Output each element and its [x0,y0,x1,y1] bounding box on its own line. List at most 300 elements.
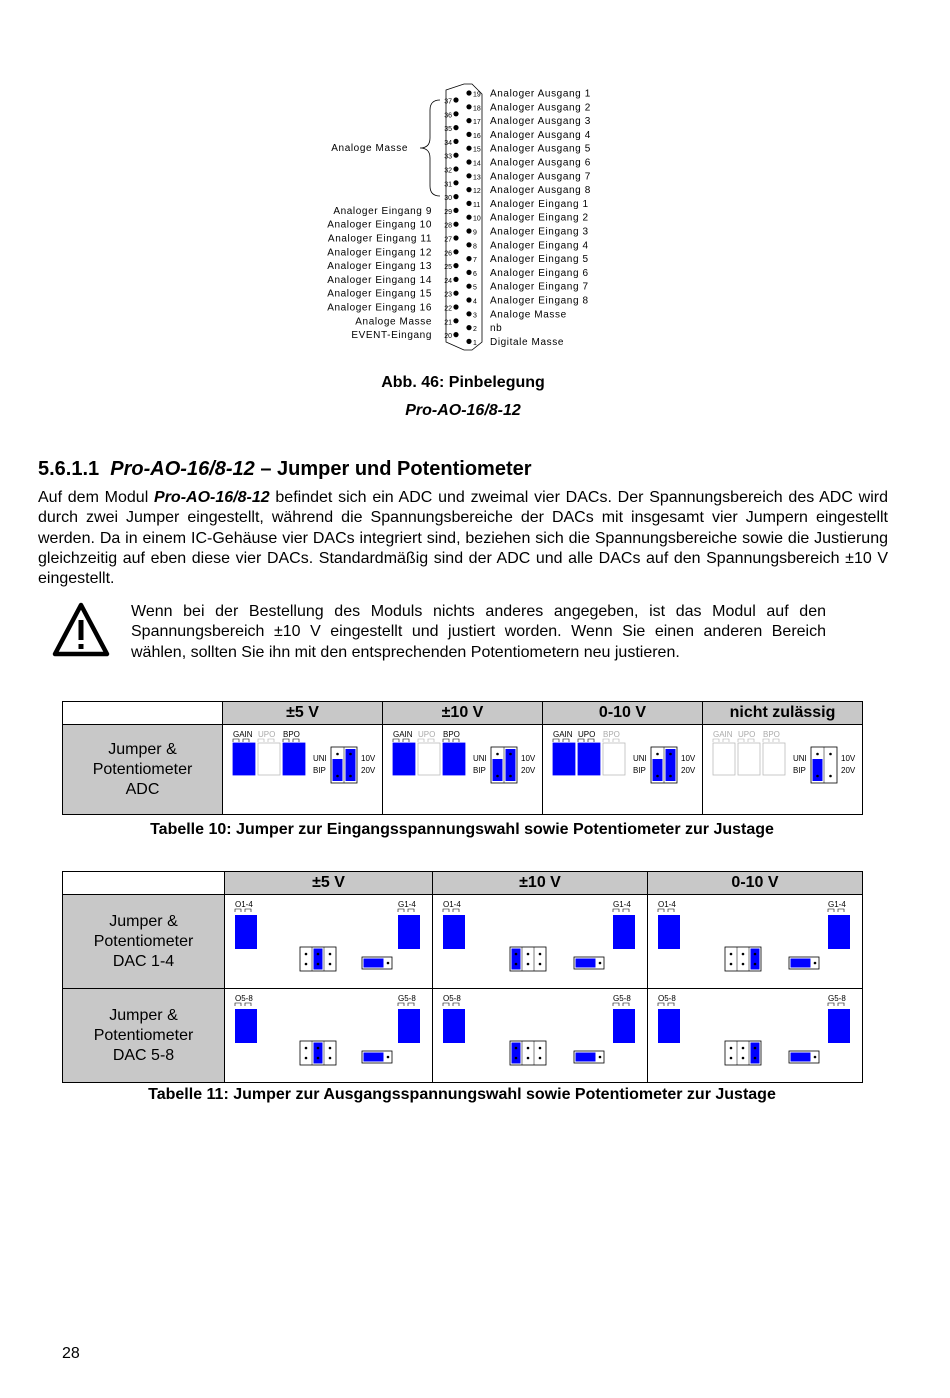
pin-number: 6 [473,270,477,278]
jumper-label: UNI [473,754,487,763]
row-label-line: Potentiometer [93,1026,194,1044]
pot-marker [443,739,459,742]
pin-label: Analoger Eingang 2 [490,212,589,224]
pin-dot [453,111,458,116]
pin-number: 22 [444,305,452,313]
table11-caption: Tabelle 11: Jumper zur Ausgangsspannungswahl sowie Potentiometer zur Justage [148,1086,776,1103]
jumper-cap [813,759,823,781]
potentiometer-active [393,743,415,775]
pin-number: 23 [444,291,452,299]
pot-marker [553,739,569,742]
pin-dot [742,963,745,966]
pot-label: UPO [738,730,756,739]
dac-cell [433,989,648,1083]
row-label-line: Jumper & [108,740,177,758]
pin-dot [453,97,458,102]
potentiometer-gain [398,1009,420,1043]
pin-dot [816,775,819,778]
pin-label: Analoger Ausgang 4 [490,129,591,141]
pin-number: 2 [473,326,477,334]
pot-label: BPO [443,730,460,739]
pot-label: G5-8 [828,994,846,1003]
pin-dot [466,146,471,151]
pin-dot [669,753,672,756]
pin-dot [453,180,458,185]
pot-marker [443,909,459,912]
pin-dot [754,1057,757,1060]
row-label-line: DAC 5-8 [112,1046,175,1064]
pin-dot [527,1057,530,1060]
potentiometer-gain [613,915,635,949]
dac-cell [648,989,863,1083]
pin-dot [336,753,339,756]
pin-number: 15 [473,146,481,154]
pin-number: 25 [444,264,452,272]
pin-dot [515,1047,518,1050]
jumper-label: UNI [633,754,647,763]
pin-label: Analoger Ausgang 2 [490,102,591,114]
pin-dot [305,1047,308,1050]
pot-label: G1-4 [828,900,846,909]
adc-cell [543,725,703,815]
row-label-dac-5-8 [63,989,225,1083]
pin-dot [466,159,471,164]
pin-dot [742,1057,745,1060]
pin-dot [496,775,499,778]
pin-label: Analoger Ausgang 8 [490,185,591,197]
pin-dot [453,249,458,254]
pin-dot [466,228,471,233]
pin-label: Analoger Ausgang 7 [490,171,591,183]
table10-header: nicht zulässig [703,702,863,725]
pin-dot [466,242,471,247]
pin-dot [387,962,390,965]
jumper-label: 20V [841,766,856,775]
potentiometer-offset [658,915,680,949]
pot-label: G5-8 [613,994,631,1003]
pin-dot [466,201,471,206]
pot-label: O5-8 [235,994,253,1003]
pin-number: 35 [444,126,452,134]
pot-marker [763,739,779,742]
pot-marker [658,909,674,912]
pin-number: 13 [473,174,481,182]
pot-label: O5-8 [658,994,676,1003]
jumper-cap [751,1043,760,1064]
pin-number: 24 [444,277,452,285]
pot-marker [828,1003,844,1006]
jumper-cap [314,1043,323,1064]
jumper-label: 20V [361,766,376,775]
pin-label: Analoger Ausgang 6 [490,157,591,169]
row-label-adc [63,725,223,815]
pin-dot [453,263,458,268]
jumper-label: 10V [361,754,376,763]
pot-label: GAIN [233,730,253,739]
jumper-label: UNI [313,754,327,763]
pot-marker [713,739,729,742]
pin-dot [539,1057,542,1060]
pin-label: Analoger Eingang 8 [490,295,589,307]
pot-marker [603,739,619,742]
jumper-label: BIP [473,766,486,775]
pin-number: 9 [473,229,477,237]
jumper-cap [791,1053,811,1062]
pin-dot [466,173,471,178]
pot-marker [613,1003,629,1006]
potentiometer-inactive [738,743,760,775]
row-label-dac-1-4 [63,895,225,989]
pin-dot [329,1057,332,1060]
pin-dot [466,118,471,123]
pot-marker [235,909,251,912]
pin-number: 36 [444,112,452,120]
table11-header: ±10 V [433,872,648,895]
jumper-label: UNI [793,754,807,763]
pot-label: GAIN [553,730,573,739]
potentiometer-offset [235,915,257,949]
pin-number: 10 [473,215,481,223]
pin-dot [814,962,817,965]
pot-marker [738,739,754,742]
pot-marker [393,739,409,742]
pot-label: G1-4 [613,900,631,909]
pot-marker [828,909,844,912]
potentiometer-inactive [258,743,280,775]
jumper-label: BIP [633,766,646,775]
pin-label: Analoger Eingang 11 [327,233,432,245]
jumper-label: 10V [681,754,696,763]
pin-dot [466,284,471,289]
section-title-model: Pro-AO-16/8-12 [110,458,255,480]
table-corner [63,872,225,895]
pot-label: BPO [283,730,300,739]
pin-number: 27 [444,236,452,244]
pin-label: nb [490,323,503,335]
jumper-label: 10V [521,754,536,763]
pin-dot [754,963,757,966]
pot-marker [283,739,299,742]
section-heading [38,458,532,481]
pin-number: 8 [473,243,477,251]
jumper-label: BIP [793,766,806,775]
pin-dot [387,1056,390,1059]
potentiometer-active [283,743,305,775]
pin-label: Analoger Eingang 4 [490,240,589,252]
pin-label: EVENT-Eingang [351,330,432,342]
pin-label: Analoger Eingang 7 [490,281,589,293]
pin-dot [453,208,458,213]
pinout-diagram [0,80,950,355]
table10-header: ±5 V [223,702,383,725]
pin-number: 21 [444,319,452,327]
jumper-cap [791,959,811,968]
potentiometer-inactive [763,743,785,775]
pin-dot [527,963,530,966]
pin-dot [453,277,458,282]
pin-label: Analoge Masse [355,316,432,328]
pin-dot [329,963,332,966]
dac-cell [225,989,433,1083]
pin-dot [730,963,733,966]
pin-number: 11 [473,201,481,209]
table-dac-jumpers [62,871,863,1083]
pin-dot [656,753,659,756]
pin-dot [730,953,733,956]
jumper-cap [364,959,384,968]
potentiometer-active [233,743,255,775]
pin-number: 20 [444,333,452,341]
jumper-cap [493,759,503,781]
adc-cell [383,725,543,815]
pin-label: Analoger Eingang 5 [490,254,589,266]
dac-cell [225,895,433,989]
pin-number: 32 [444,167,452,175]
pot-marker [613,909,629,912]
warning-text: Wenn bei der Bestellung des Moduls nichts anderes angegeben, ist das Modul auf den Spannungsbereich ±10 V eingestellt und justiert worden. Wenn Sie einen anderen Bereich wählen, sollten Sie ihn mit den entsprechenden Potentiometern neu justieren. [131,603,826,661]
row-label-line: Jumper & [109,1006,178,1024]
potentiometer-gain [398,915,420,949]
row-label-line: Potentiometer [93,932,194,950]
pin-dot [515,963,518,966]
pin-number: 3 [473,312,477,320]
pin-dot [453,304,458,309]
pin-label: Analoger Eingang 3 [490,226,589,238]
pot-marker [418,739,434,742]
pin-dot [527,953,530,956]
pin-label: Analoger Eingang 15 [327,288,432,300]
pot-label: BPO [603,730,620,739]
pin-dot [453,125,458,130]
jumper-cap [653,759,663,781]
table-adc-jumpers [62,701,863,815]
pin-dot [349,753,352,756]
warning-triangle-icon [52,602,110,658]
pin-number: 34 [444,139,452,147]
pin-number: 37 [444,98,452,106]
row-label-line: DAC 1-4 [112,952,175,970]
pot-marker [398,1003,414,1006]
pin-dot [599,962,602,965]
pin-dot [466,311,471,316]
pin-dot [336,775,339,778]
pot-label: O1-4 [235,900,253,909]
pin-dot [656,775,659,778]
pin-dot [453,222,458,227]
table10-header: ±10 V [383,702,543,725]
figure-caption-line2: Pro-AO-16/8-12 [405,402,521,419]
page-number: 28 [62,1345,80,1362]
pin-number: 33 [444,153,452,161]
pin-dot [466,104,471,109]
pin-label: Analoger Eingang 6 [490,267,589,279]
pin-dot [317,1057,320,1060]
pin-dot [453,139,458,144]
row-label-line: Potentiometer [92,760,193,778]
figure-caption-line1: Abb. 46: Pinbelegung [381,374,545,391]
pot-label: O1-4 [443,900,461,909]
pin-number: 17 [473,119,481,127]
pin-number: 30 [444,195,452,203]
pot-marker [235,1003,251,1006]
potentiometer-gain [613,1009,635,1043]
pin-number: 14 [473,160,481,168]
pot-marker [443,1003,459,1006]
pin-number: 28 [444,222,452,230]
pin-dot [317,953,320,956]
adc-cell [223,725,383,815]
pin-number: 1 [473,339,477,347]
pin-dot [539,963,542,966]
pin-dot [466,339,471,344]
pin-dot [814,1056,817,1059]
pin-number: 16 [473,132,481,140]
intro-text-2: befindet sich ein ADC und zweimal vier DACs. Der Spannungsbereich des ADC wird durch zwei Jumper eingestellt, während die Spannungsbereiche der DACs mit insgesamt vier Jumpern eingestellt werden. Da in einem IC-Gehäuse vier DACs integriert sind, beziehen sich die Spannungsbereiche sowie die Justierung gleichzeitig auf eben diese vier DACs. Standardmäßig sind der ADC und alle DACs auf den Spannungsbereich ±10 V eingestellt. [38,489,888,588]
section-number: 5.6.1.1 [38,458,100,480]
pin-dot [515,953,518,956]
pin-dot [466,187,471,192]
pot-label: BPO [763,730,780,739]
table10-header: 0-10 V [543,702,703,725]
pin-label: Analoger Eingang 10 [327,219,432,231]
potentiometer-offset [443,1009,465,1043]
potentiometer-inactive [418,743,440,775]
pin-dot [754,953,757,956]
row-label-line: Jumper & [109,912,178,930]
pin-dot [349,775,352,778]
potentiometer-offset [658,1009,680,1043]
potentiometer-gain [828,1009,850,1043]
pin-dot [329,1047,332,1050]
pin-dot [453,153,458,158]
table-corner [63,702,223,725]
pin-dot [466,256,471,261]
intro-model-name: Pro-AO-16/8-12 [154,489,270,506]
pin-dot [816,753,819,756]
pin-dot [466,270,471,275]
pot-marker [658,1003,674,1006]
pin-number: 7 [473,257,477,265]
pin-dot [829,753,832,756]
table11-header: 0-10 V [648,872,863,895]
pin-dot [317,1047,320,1050]
potentiometer-active [578,743,600,775]
potentiometer-inactive [603,743,625,775]
section-title-rest: – Jumper und Potentiometer [254,458,532,480]
jumper-cap [364,1053,384,1062]
jumper-label: 10V [841,754,856,763]
potentiometer-active [553,743,575,775]
pot-label: O5-8 [443,994,461,1003]
pin-number: 31 [444,181,452,189]
potentiometer-offset [443,915,465,949]
pin-dot [453,194,458,199]
jumper-cap [576,1053,596,1062]
pot-label: UPO [258,730,276,739]
potentiometer-gain [828,915,850,949]
pin-dot [466,215,471,220]
intro-text-1: Auf dem Modul [38,489,155,506]
pin-dot [509,753,512,756]
pot-label: G1-4 [398,900,416,909]
pin-label: Analoger Eingang 14 [327,274,432,286]
pin-number: 4 [473,298,477,306]
pin-dot [527,1047,530,1050]
pin-label: Analoger Eingang 9 [333,205,432,217]
pot-marker [578,739,594,742]
jumper-label: 20V [681,766,696,775]
jumper-cap [333,759,343,781]
pin-dot [466,325,471,330]
pin-label: Analoger Eingang 13 [327,261,432,273]
pin-dot [453,318,458,323]
potentiometer-active [443,743,465,775]
pin-dot [515,1057,518,1060]
pin-dot [305,963,308,966]
pin-dot [742,953,745,956]
pin-dot [453,166,458,171]
pin-dot [754,1047,757,1050]
pin-label: Analoger Ausgang 1 [490,88,591,100]
pin-dot [829,775,832,778]
pin-label: Analoger Eingang 12 [327,247,432,259]
pin-dot [599,1056,602,1059]
pin-dot [453,332,458,337]
pin-number: 19 [473,91,481,99]
pin-label: Analoger Eingang 16 [327,302,432,314]
pot-label: UPO [578,730,596,739]
pin-dot [305,953,308,956]
pot-marker [258,739,274,742]
jumper-cap [576,959,596,968]
pin-dot [329,953,332,956]
pin-dot [730,1057,733,1060]
pot-label: G5-8 [398,994,416,1003]
dac-cell [648,895,863,989]
jumper-cap [314,949,323,970]
pin-number: 12 [473,188,481,196]
pin-dot [453,291,458,296]
pin-number: 26 [444,250,452,258]
pin-label: Analoger Ausgang 3 [490,116,591,128]
pin-dot [669,775,672,778]
pin-number: 18 [473,105,481,113]
table11-header: ±5 V [225,872,433,895]
pin-dot [466,90,471,95]
brace [420,100,440,196]
pin-label: Analoger Ausgang 5 [490,143,591,155]
pot-marker [398,909,414,912]
jumper-cap [512,949,521,970]
pin-dot [539,953,542,956]
pin-dot [317,963,320,966]
pot-label: UPO [418,730,436,739]
pin-dot [730,1047,733,1050]
pin-dot [742,1047,745,1050]
jumper-label: 20V [521,766,536,775]
pin-label: Analoge Masse [490,309,567,321]
jumper-cap [512,1043,521,1064]
potentiometer-offset [235,1009,257,1043]
row-label-line: ADC [125,780,160,798]
pin-dot [466,297,471,302]
intro-paragraph [38,488,888,589]
jumper-label: BIP [313,766,326,775]
pot-label: GAIN [713,730,733,739]
pin-number: 29 [444,208,452,216]
pot-marker [233,739,249,742]
potentiometer-inactive [713,743,735,775]
